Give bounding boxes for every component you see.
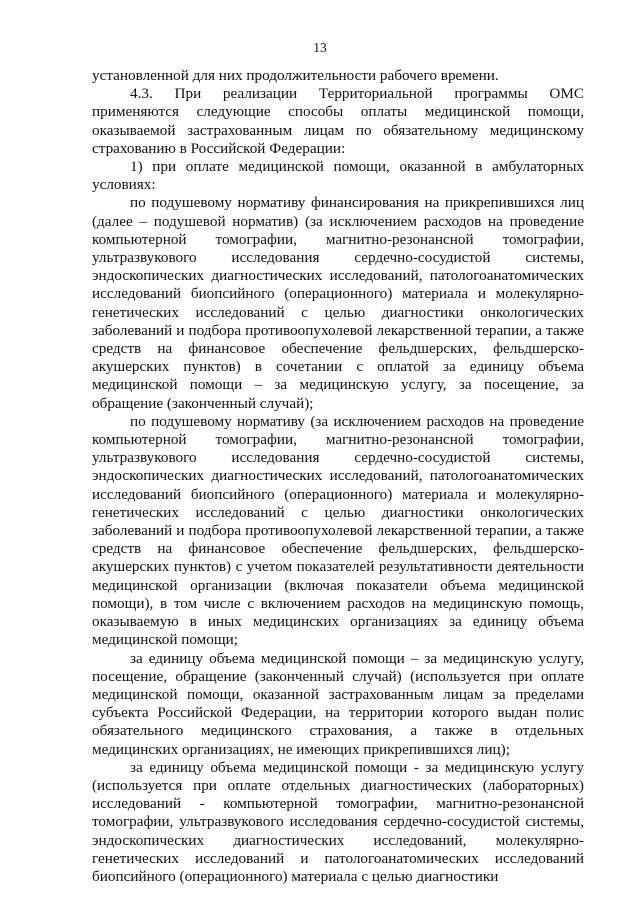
document-body: [92, 67, 584, 886]
paragraph-unit-volume-diagnostics: за единицу объема медицинской помощи - за медицинскую услугу (используется при оплате отдельных диагностических (лабораторных) исследований - компьютерной томографии, магнитно-резонансной томографии, ультразвукового исследования сердечно-сосудистой системы, эндоскопических диагностических исследований, молекулярно-генетических исследований и патологоанатомических исследований биопсийного (операционного) материала с целью диагностики: [92, 758, 584, 885]
paragraph-continuation: установленной для них продолжительности рабочего времени.: [92, 67, 499, 84]
paragraph-section-4-3: 4.3. При реализации Территориальной программы ОМС применяются следующие способы оплаты медицинской помощи, оказываемой застрахованным лицам по обязательному медицинскому страхованию в Российской Федерации:: [92, 85, 584, 157]
paragraph-capitation-performance: по подушевому нормативу (за исключением расходов на проведение компьютерной томографии, магнитно-резонансной томографии, ультразвукового исследования сердечно-сосудистой системы, эндоскопических диагностических исследований, патологоанатомических исследований биопсийного (операционного) материала и молекулярно-генетических исследований с целью диагностики онкологических заболеваний и подбора противоопухолевой лекарственной терапии, а также средств на финансовое обеспечение фельдшерских, фельдшерско-акушерских пунктов) с учетом показателей результативности деятельности медицинской организации (включая показатели объема медицинской помощи), в том числе с включением расходов на медицинскую помощь, оказываемую в иных медицинских организациях за единицу объема медицинской помощи;: [92, 412, 584, 649]
paragraph-item-1: 1) при оплате медицинской помощи, оказанной в амбулаторных условиях:: [92, 158, 584, 194]
paragraph-unit-volume-service: за единицу объема медицинской помощи – за медицинскую услугу, посещение, обращение (законченный случай) (используется при оплате медицинской помощи, оказанной застрахованным лицам за пределами субъекта Российской Федерации, на территории которого выдан полис обязательного медицинского страхования, а также в отдельных медицинских организациях, не имеющих прикрепившихся лиц);: [92, 649, 584, 758]
page-number: 13: [313, 40, 327, 55]
paragraph-capitation-attached: по подушевому нормативу финансирования на прикрепившихся лиц (далее – подушевой норматив) (за исключением расходов на проведение компьютерной томографии, магнитно-резонансной томографии, ультразвукового исследования сердечно-сосудистой системы, эндоскопических диагностических исследований, патологоанатомических исследований биопсийного (операционного) материала и молекулярно-генетических исследований с целью диагностики онкологических заболеваний и подбора противоопухолевой лекарственной терапии, а также средств на финансовое обеспечение фельдшерских, фельдшерско-акушерских пунктов) в сочетании с оплатой за единицу объема медицинской помощи – за медицинскую услугу, за посещение, за обращение (законченный случай);: [92, 194, 584, 412]
